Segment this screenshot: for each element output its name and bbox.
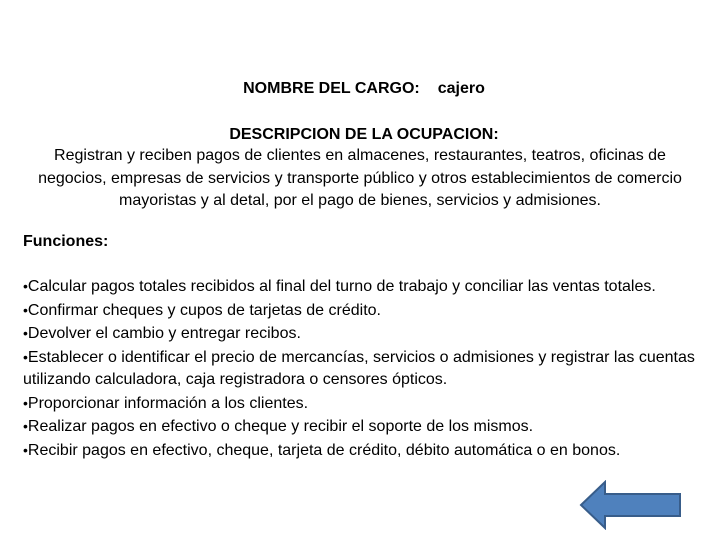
bullet: • xyxy=(23,441,28,458)
functions-heading: Funciones: xyxy=(23,233,109,250)
description-text: Registran y reciben pagos de clientes en almacenes, restaurantes, teatros, oficinas de negocios, empresas de servicios y transporte público y otros establecimientos de comercio mayoristas y al detal, por el pago de bienes, servicios y admisiones. xyxy=(38,147,682,209)
function-item xyxy=(23,275,713,299)
function-item-text: Realizar pagos en efectivo o cheque y recibir el soporte de los mismos. xyxy=(27,418,534,435)
function-item xyxy=(23,392,713,416)
job-title-value: cajero xyxy=(437,80,485,97)
function-item-text: Proporcionar información a los clientes. xyxy=(27,394,309,412)
description-heading: DESCRIPCION DE LA OCUPACION: xyxy=(229,126,499,143)
bullet: • xyxy=(23,301,28,318)
functions-list xyxy=(23,275,713,462)
job-title-line xyxy=(0,79,728,99)
function-item xyxy=(23,439,713,463)
job-title-label: NOMBRE DEL CARGO: xyxy=(243,80,420,97)
bullet: • xyxy=(23,278,28,294)
function-item-text: Confirmar cheques y cupos de tarjetas de crédito. xyxy=(27,301,381,319)
bullet: • xyxy=(23,394,28,411)
function-item xyxy=(23,346,713,392)
function-item-text: Calcular pagos totales recibidos al final del turno de trabajo y conciliar las ventas totales. xyxy=(27,278,656,295)
function-item xyxy=(23,415,713,439)
bullet: • xyxy=(23,418,28,434)
bullet: • xyxy=(23,348,28,365)
left-arrow-icon xyxy=(579,480,683,530)
function-item-text: Establecer o identificar el precio de mercancías, servicios o admisiones y registrar las cuentas utilizando calculadora, caja registradora o censores ópticos. xyxy=(23,348,695,388)
function-item xyxy=(23,299,713,323)
function-item-text: Devolver el cambio y entregar recibos. xyxy=(27,325,301,342)
function-item-text: Recibir pagos en efectivo, cheque, tarjeta de crédito, débito automática o en bonos. xyxy=(27,441,621,459)
bullet: • xyxy=(23,325,28,341)
function-item xyxy=(23,322,713,346)
back-button[interactable] xyxy=(579,480,683,530)
